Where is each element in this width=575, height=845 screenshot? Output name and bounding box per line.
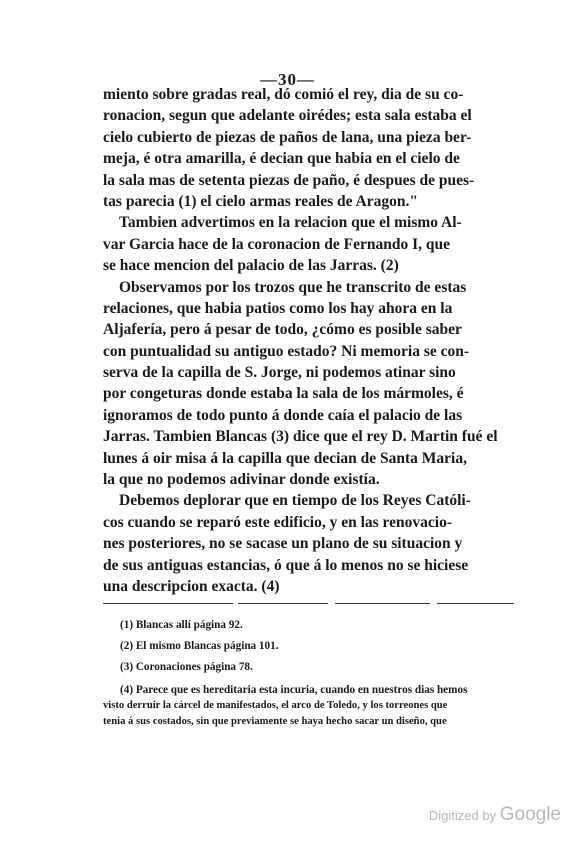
text-line: Observamos por los trozos que he transcrito de estas: [119, 278, 467, 296]
footnotes: [103, 619, 514, 730]
text-line: la sala mas de setenta piezas de paño, é despues de pues-: [103, 171, 475, 189]
google-logo: Google: [499, 804, 561, 825]
footnote-1: (1) Blancas allí página 92.: [120, 619, 243, 631]
text-line: con puntualidad su antiguo estado? Ni memoria se con-: [103, 342, 470, 360]
text-line: Aljafería, pero á pesar de todo, ¿cómo es posible saber: [103, 321, 462, 339]
footnote-3: (3) Coronaciones página 78.: [120, 661, 253, 673]
text-line: la que no podemos adivinar donde existía.: [103, 471, 380, 489]
text-line: se hace mencion del palacio de las Jarras. (2): [103, 257, 399, 275]
footnote-separator: [103, 603, 514, 605]
text-line: lunes á oir misa á la capilla que decian de Santa Maria,: [103, 449, 467, 467]
text-line: ronacion, segun que adelante oirédes; esta sala estaba el: [103, 107, 472, 125]
footnote-4-continuation: visto derruir la cárcel de manifestados, el arco de Toledo, y los torreones que: [103, 700, 448, 711]
separator-rule: [437, 603, 514, 604]
text-line: cielo cubierto de piezas de paños de lana, una pieza ber-: [103, 128, 472, 146]
text-line: cos cuando se reparó este edificio, y en las renovacio-: [103, 513, 452, 531]
separator-rule: [103, 603, 233, 604]
text-line: nes posteriores, no se sacase un plano de su situacion y: [103, 535, 463, 553]
text-line: tas parecia (1) el cielo armas reales de Aragon.": [103, 192, 418, 210]
text-line: var Garcia hace de la coronacion de Fernando I, que: [103, 235, 451, 253]
text-line: de sus antiguas estancias, ó que á lo menos no se hiciese: [103, 556, 469, 574]
footnote-4: (4) Parece que es hereditaria esta incuria, cuando en nuestros dias hemos: [120, 684, 468, 696]
footnote-2: (2) El mismo Blancas página 101.: [120, 640, 279, 652]
text-line: por congeturas donde estaba la sala de los mármoles, é: [103, 385, 464, 403]
text-line: Jarras. Tambien Blancas (3) dice que el rey D. Martin fué el: [103, 428, 498, 446]
page-number: —30—: [260, 70, 315, 89]
footnote-4-continuation: tenia á sus costados, sin que previamente se haya hecho sacar un diseño, que: [103, 716, 447, 727]
text-line: una descripcion exacta. (4): [103, 577, 280, 595]
text-line: relaciones, que habia patios como los hay ahora en la: [103, 299, 453, 317]
text-line: meja, é otra amarilla, é decian que habia en el cielo de: [103, 150, 460, 168]
body-text: [103, 84, 514, 597]
separator-rule: [238, 603, 328, 604]
text-line: serva de la capilla de S. Jorge, ni podemos atinar sino: [103, 364, 456, 382]
separator-rule: [335, 603, 430, 604]
text-line: miento sobre gradas real, dó comió el rey, dia de su co-: [103, 86, 464, 103]
text-line: Debemos deplorar que en tiempo de los Reyes Católi-: [119, 492, 471, 510]
digitized-by-watermark: [429, 804, 561, 826]
text-line: Tambien advertimos en la relacion que el mismo Al-: [119, 214, 462, 232]
text-line: ignoramos de todo punto á donde caía el palacio de las: [103, 406, 463, 424]
watermark-prefix: Digitized by: [428, 808, 500, 823]
